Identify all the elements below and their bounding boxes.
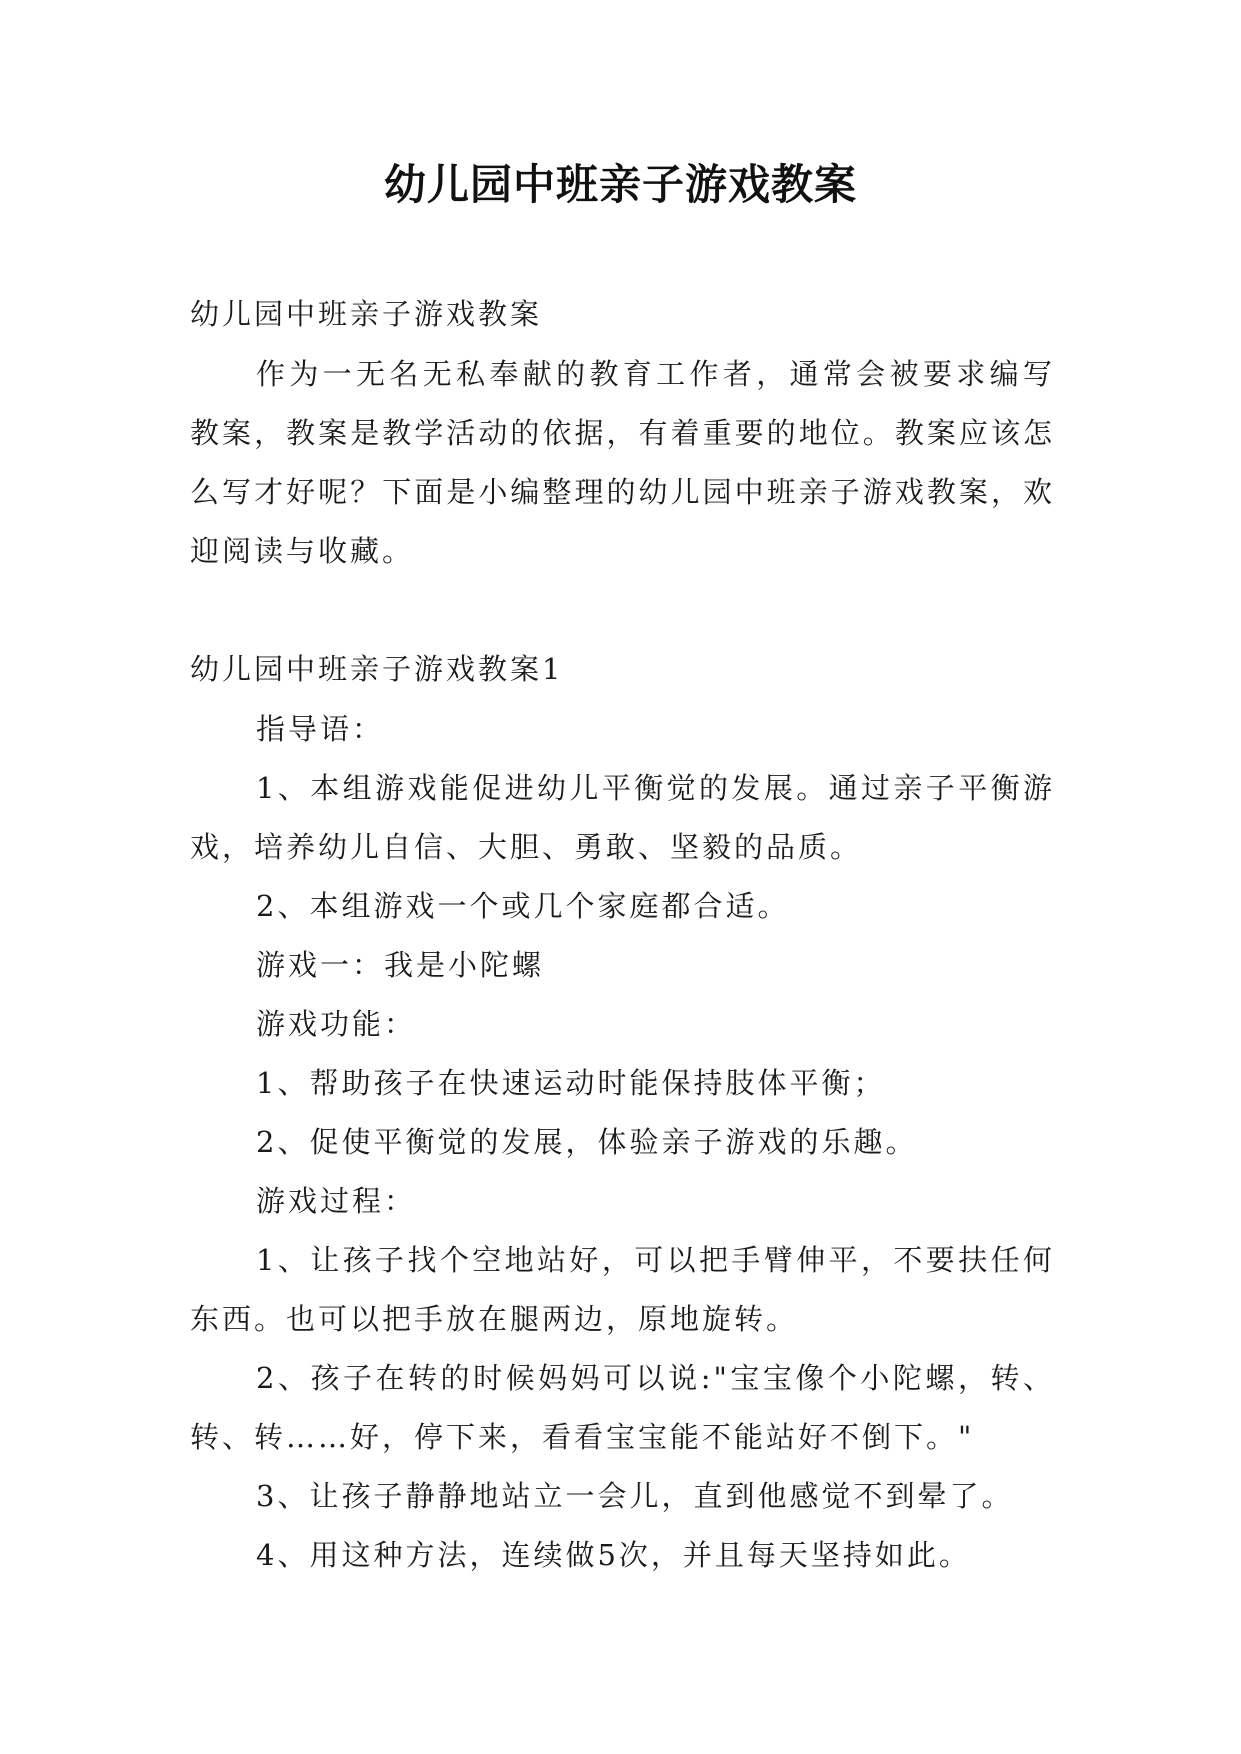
document-title: 幼儿园中班亲子游戏教案 xyxy=(383,160,857,209)
paragraph-guide-2: 2、本组游戏一个或几个家庭都合适。 xyxy=(256,889,790,923)
paragraph-function-label: 游戏功能： xyxy=(256,1007,417,1041)
paragraph-process-3: 3、让孩子静静地站立一会儿，直到他感觉不到晕了。 xyxy=(256,1479,1014,1513)
paragraph-guide-label: 指导语： xyxy=(256,712,385,746)
section-heading: 幼儿园中班亲子游戏教案1 xyxy=(190,652,564,686)
paragraph-function-1: 1、帮助孩子在快速运动时能保持肢体平衡； xyxy=(256,1066,886,1100)
intro-paragraph: 作为一无名无私奉献的教育工作者，通常会被要求编写教案，教案是教学活动的依据，有着重要的地位。教案应该怎么写才好呢？下面是小编整理的幼儿园中班亲子游戏教案，欢迎阅读与收藏。 xyxy=(190,357,1055,568)
section-body xyxy=(190,700,1055,1585)
paragraph-process-1: 1、让孩子找个空地站好，可以把手臂伸平，不要扶任何东西。也可以把手放在腿两边，原地旋转。 xyxy=(190,1243,1055,1336)
paragraph-function-2: 2、促使平衡觉的发展，体验亲子游戏的乐趣。 xyxy=(256,1125,918,1159)
paragraph-process-2: 2、孩子在转的时候妈妈可以说:"宝宝像个小陀螺，转、转、转……好，停下来，看看宝宝能不能站好不倒下。" xyxy=(190,1361,1055,1454)
paragraph-process-label: 游戏过程： xyxy=(256,1184,417,1218)
paragraph-game-title: 游戏一：我是小陀螺 xyxy=(256,948,545,982)
paragraph-guide-1: 1、本组游戏能促进幼儿平衡觉的发展。通过亲子平衡游戏，培养幼儿自信、大胆、勇敢、坚毅的品质。 xyxy=(190,771,1055,864)
intro-label: 幼儿园中班亲子游戏教案 xyxy=(190,297,543,331)
paragraph-process-4: 4、用这种方法，连续做5次，并且每天坚持如此。 xyxy=(256,1538,971,1572)
